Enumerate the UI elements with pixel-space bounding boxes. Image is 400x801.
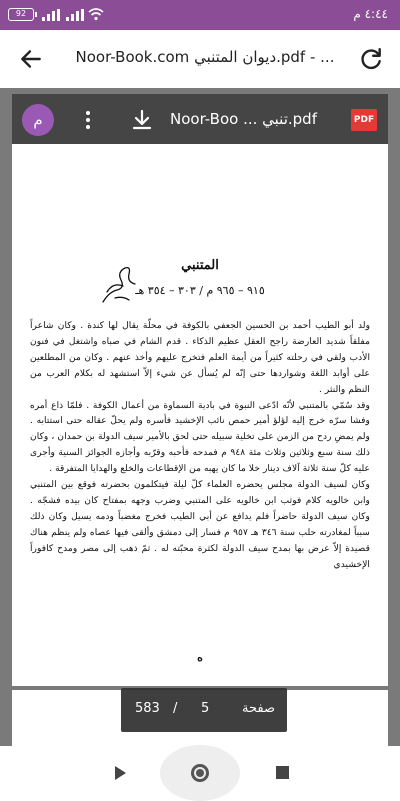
page-total: 583: [135, 701, 160, 716]
battery-level: 92: [15, 9, 27, 18]
app-bar: [0, 30, 400, 88]
page-indicator: [121, 688, 287, 732]
page-number: ه: [197, 651, 203, 664]
download-icon[interactable]: [130, 108, 154, 132]
page-label: صفحة: [242, 701, 275, 716]
file-title: Noor-Boo ... تنبي.pdf: [170, 110, 317, 128]
status-bar: [0, 0, 400, 30]
battery-icon: [8, 8, 34, 21]
paragraph: وقد سُمّي بالمتنبي لأنّه ادّعى النبوة في بادية السماوة من أعمال الكوفة . فلمّا ذاع أمره وفشا سرّه خرج إليه لؤلؤ أمير حمص نائب الإخشيد فأسره ولم يحلّ عقاله حتى استتابه . ولم يمضِ ردح من الزمن على تخلية سبيله حتى لحق بالأمير سيف الدولة بن حمدان ، وكان ذلك سنة سبع وثلاثين وثلاث مئة ٩٤٨ م فمدحه فأحبه وقرّبه وأجازه الجوائز السنية وأجرى عليه كلّ سنة ثلاثة آلاف دينار خلا ما كان يهبه من الإقطاعات والخلع والهدايا المتفرقة .: [30, 399, 370, 475]
triangle-back-icon[interactable]: [112, 765, 128, 781]
page-body: [30, 318, 370, 573]
signature-image: [95, 262, 145, 308]
app-title: Noor-Book.com ديوان المتنبي.pdf - ...: [75, 48, 335, 66]
square-recent-icon[interactable]: [276, 766, 289, 779]
more-vertical-icon[interactable]: [84, 110, 92, 130]
page-separator: /: [173, 701, 178, 716]
paragraph: وكان لسيف الدولة مجلس يحضره العلماء كلّ ليلة فيتكلمون بحضرته فوقع بين المتنبي وابن خالويه كلام فوثب ابن خالويه على المتنبي وضرب وجهه بمفتاح كان بيده فشجّه . وكان سيف الدولة حاضراً فلم يدافع عن أبي الطيب فخرج مغضباً ودمه يسيل وكان ذلك سبباً لمغادرته حلب سنة ٣٤٦ هـ ٩٥٧ م فسار إلى دمشق وألقى فيها عصاه ولم ينظم هناك قصيدة إلاّ عرض بها بمدح سيف الدولة لكثرة محبّته له . ثمّ ذهب إلى مصر ومدح كافوراً الإخشيدي: [30, 479, 370, 570]
circle-home-icon[interactable]: [191, 764, 209, 782]
avatar[interactable]: م: [22, 104, 54, 136]
clock: ٤:٤٤ م: [353, 7, 388, 21]
arrow-left-icon[interactable]: [18, 46, 44, 72]
refresh-icon[interactable]: [358, 46, 384, 72]
page-heading: المتنبي: [181, 258, 219, 273]
pdf-icon: PDF: [351, 109, 377, 131]
paragraph: ولد أبو الطيب أحمد بن الحسين الجعفي بالكوفة في محلّة يقال لها كندة . وكان شاعراً مفلقاً شديد العارضة راجح العقل عظيم الذكاء . قدم الشام في صباه واشتغل في فنون الأدب ولقي في رحلته كثيراً من أيمة العلم فتخرج عليهم وأخذ عنهم . وكان من المطلعين على أوابد اللغة وشواردها حتى إنّه لم يُسأل عن شيء إلاّ استشهد له بكلام العرب من النظم والنثر .: [30, 320, 370, 395]
page-dates: ٩١٥ – ٩٦٥ م / ٣٠٣ – ٣٥٤ هـ: [135, 284, 265, 297]
wifi-icon: [88, 7, 104, 21]
signal-icon: [42, 9, 60, 21]
signal-icon-secondary: [66, 9, 84, 21]
page-current: 5: [201, 701, 210, 716]
